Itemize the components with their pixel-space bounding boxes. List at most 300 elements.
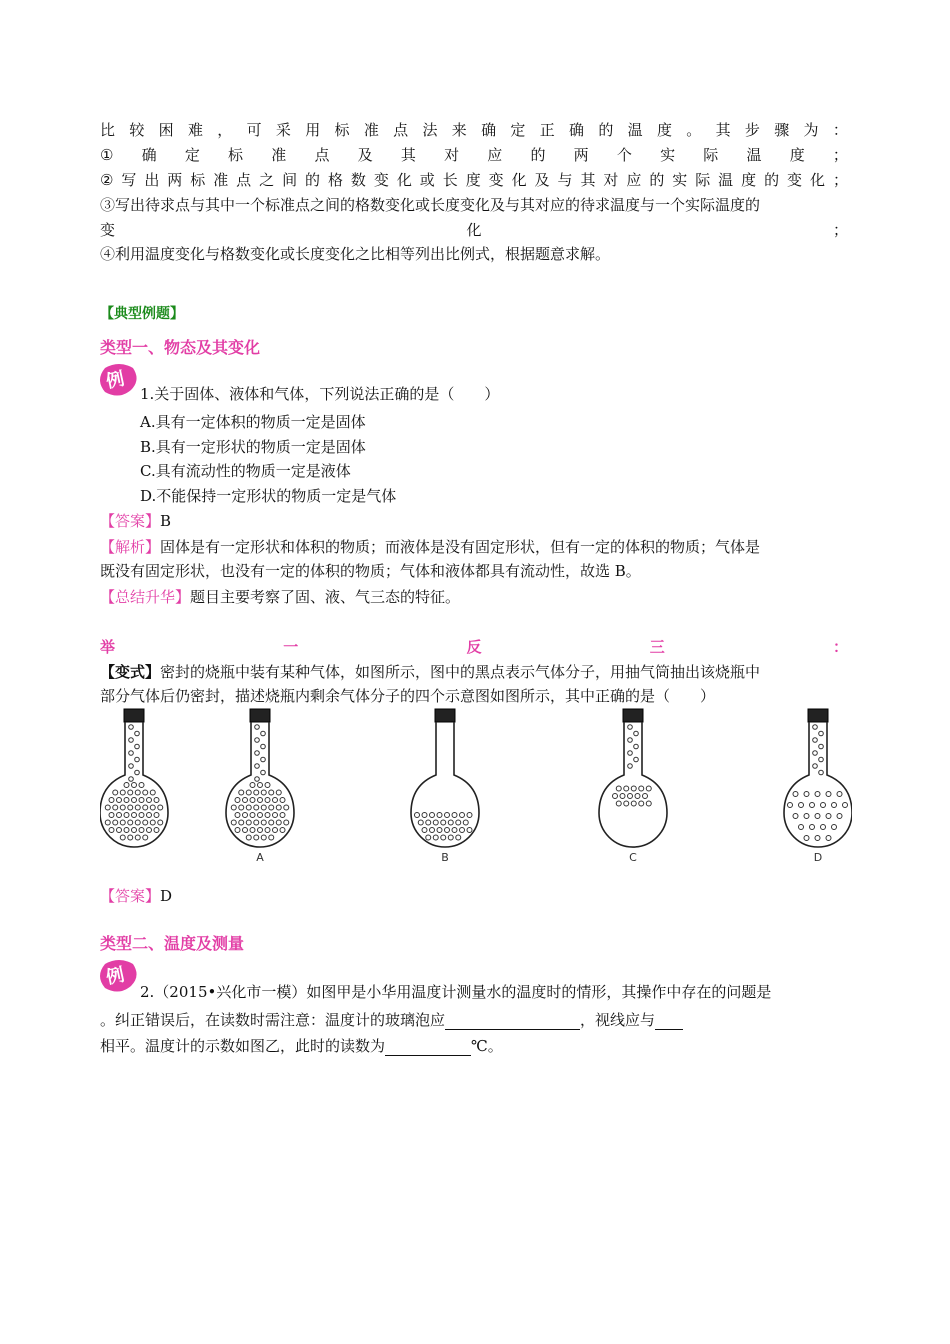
gas-molecule	[246, 805, 251, 810]
gas-molecule	[793, 814, 798, 819]
gas-molecule	[613, 794, 618, 799]
gas-molecule	[231, 805, 236, 810]
type2-title: 类型二、温度及测量	[100, 934, 245, 953]
gas-molecule	[628, 738, 633, 743]
question-2-line-1: 2.（2015•兴化市一模）如图甲是小华用温度计测量水的温度时的情形，其操作中存在的问题是	[140, 983, 772, 1001]
gas-molecule	[113, 820, 118, 825]
step1-char: 两	[573, 146, 589, 164]
step2-char: 两	[167, 171, 183, 189]
gas-molecule	[139, 813, 144, 818]
gas-molecule	[117, 813, 122, 818]
step1-char: 点	[314, 146, 330, 164]
gas-molecule	[254, 805, 259, 810]
gas-molecule	[634, 757, 639, 762]
step2-char: 度	[465, 171, 481, 189]
gas-molecule	[799, 825, 804, 830]
gas-molecule	[250, 828, 255, 833]
gas-molecule	[105, 820, 110, 825]
intro-char: 。	[686, 121, 702, 139]
gas-molecule	[810, 825, 815, 830]
intro-char: 度	[656, 121, 672, 139]
blank-reading[interactable]	[385, 1039, 471, 1056]
gas-molecule	[109, 813, 114, 818]
gas-molecule	[258, 813, 263, 818]
variation-answer	[100, 886, 172, 906]
analysis-text-1: 固体是有一定形状和体积的物质；而液体是没有固定形状，但有一定的体积的物质；气体是	[160, 538, 761, 556]
gas-molecule	[634, 744, 639, 749]
answer-label: 【答案】	[100, 512, 161, 530]
flask-d	[784, 709, 852, 847]
gas-molecule	[437, 828, 442, 833]
flask-b	[411, 709, 479, 847]
gas-molecule	[819, 744, 824, 749]
gas-molecule	[254, 790, 259, 795]
intro-char: 用	[305, 121, 321, 139]
gas-molecule	[265, 783, 270, 788]
step2-char: 化	[809, 171, 825, 189]
gas-molecule	[129, 764, 134, 769]
variation-heading	[100, 637, 848, 657]
gas-molecule	[448, 835, 453, 840]
examples-heading: 【典型例题】	[100, 306, 184, 322]
gas-molecule	[441, 820, 446, 825]
intro-line-1	[100, 120, 848, 140]
gas-molecule	[837, 814, 842, 819]
step-3-continuation	[100, 220, 848, 240]
gas-molecule	[433, 835, 438, 840]
gas-molecule	[246, 790, 251, 795]
intro-char: 正	[539, 121, 555, 139]
example-badge-label: 例	[104, 368, 127, 393]
step2-char: 标	[190, 171, 206, 189]
gas-molecule	[280, 813, 285, 818]
step1-char: 际	[703, 146, 719, 164]
flask-label: C	[629, 851, 637, 864]
gas-molecule	[269, 835, 274, 840]
step2-char: 的	[764, 171, 780, 189]
gas-molecule	[255, 751, 260, 756]
step1-char: 及	[357, 146, 373, 164]
gas-molecule	[261, 835, 266, 840]
gas-molecule	[639, 801, 644, 806]
gas-molecule	[129, 777, 134, 782]
gas-molecule	[276, 820, 281, 825]
gas-molecule	[254, 835, 259, 840]
gas-molecule	[452, 813, 457, 818]
gas-molecule	[255, 725, 260, 730]
gas-molecule	[113, 790, 118, 795]
gas-molecule	[243, 828, 248, 833]
gas-molecule	[143, 790, 148, 795]
gas-molecule	[624, 786, 629, 791]
gas-molecule	[819, 757, 824, 762]
gas-molecule	[250, 783, 255, 788]
gas-molecule	[265, 813, 270, 818]
gas-molecule	[448, 820, 453, 825]
gas-molecule	[124, 828, 129, 833]
gas-molecule	[250, 798, 255, 803]
intro-char: ，	[217, 121, 233, 139]
step1-char: 实	[660, 146, 676, 164]
intro-char: 定	[510, 121, 526, 139]
gas-molecule	[261, 757, 266, 762]
step2-char: 实	[672, 171, 688, 189]
gas-molecule	[821, 803, 826, 808]
gas-molecule	[109, 798, 114, 803]
gas-molecule	[265, 798, 270, 803]
gas-molecule	[646, 786, 651, 791]
step2-char: 应	[626, 171, 642, 189]
gas-molecule	[437, 813, 442, 818]
intro-char: 其	[715, 121, 731, 139]
gas-molecule	[813, 738, 818, 743]
gas-molecule	[120, 805, 125, 810]
gas-molecule	[258, 828, 263, 833]
gas-molecule	[821, 825, 826, 830]
gas-molecule	[135, 820, 140, 825]
gas-molecule	[819, 770, 824, 775]
gas-molecule	[132, 813, 137, 818]
step2-char: 准	[213, 171, 229, 189]
gas-molecule	[430, 813, 435, 818]
gas-molecule	[135, 770, 140, 775]
step2-char: 数	[350, 171, 366, 189]
variation-heading-char: 一	[283, 638, 299, 656]
question-2-line-2	[100, 1010, 683, 1030]
gas-molecule	[261, 820, 266, 825]
gas-molecule	[124, 798, 129, 803]
analysis-line-2: 既没有固定形状，也没有一定的体积的物质；气体和液体都具有流动性，故选 B。	[100, 562, 641, 580]
gas-molecule	[788, 803, 793, 808]
step1-char: ；	[832, 146, 848, 164]
intro-char: 比	[100, 121, 116, 139]
gas-molecule	[239, 790, 244, 795]
step2-char: 之	[259, 171, 275, 189]
step2-char: 其	[580, 171, 596, 189]
step2-char: 或	[419, 171, 435, 189]
step1-char: 度	[789, 146, 805, 164]
gas-molecule	[129, 725, 134, 730]
gas-molecule	[129, 751, 134, 756]
gas-molecule	[441, 835, 446, 840]
step1-char: 确	[141, 146, 157, 164]
gas-molecule	[616, 801, 621, 806]
flask-a	[226, 709, 294, 847]
intro-char: 步	[744, 121, 760, 139]
gas-molecule	[128, 835, 133, 840]
gas-molecule	[273, 828, 278, 833]
step-1-line	[100, 145, 848, 165]
option-d: D.不能保持一定形状的物质一定是气体	[140, 487, 397, 505]
gas-molecule	[235, 798, 240, 803]
variation-answer-label: 【答案】	[100, 887, 161, 905]
gas-molecule	[143, 835, 148, 840]
gas-molecule	[143, 820, 148, 825]
intro-char: 来	[451, 121, 467, 139]
gas-molecule	[813, 751, 818, 756]
gas-molecule	[813, 764, 818, 769]
gas-molecule	[132, 783, 137, 788]
option-a: A.具有一定体积的物质一定是固体	[140, 413, 366, 431]
step2-char: 点	[236, 171, 252, 189]
question-2-text-d: ℃。	[471, 1037, 503, 1055]
gas-molecule	[147, 828, 152, 833]
gas-molecule	[804, 814, 809, 819]
step-2-line	[100, 170, 848, 190]
gas-molecule	[135, 790, 140, 795]
gas-molecule	[837, 792, 842, 797]
type1-title: 类型一、物态及其变化	[100, 338, 261, 357]
gas-molecule	[128, 805, 133, 810]
blank-sight-line[interactable]	[655, 1013, 683, 1030]
gas-molecule	[628, 725, 633, 730]
gas-molecule	[261, 790, 266, 795]
gas-molecule	[430, 828, 435, 833]
gas-molecule	[643, 794, 648, 799]
step2-char: 出	[144, 171, 160, 189]
gas-molecule	[460, 828, 465, 833]
gas-molecule	[273, 798, 278, 803]
intro-char: 确	[481, 121, 497, 139]
gas-molecule	[445, 828, 450, 833]
intro-char: 点	[393, 121, 409, 139]
gas-molecule	[628, 764, 633, 769]
gas-molecule	[433, 820, 438, 825]
gas-molecule	[815, 836, 820, 841]
gas-molecule	[467, 813, 472, 818]
flask-label: A	[256, 851, 264, 864]
gas-molecule	[109, 828, 114, 833]
step1-char: ①	[100, 146, 114, 164]
gas-molecule	[445, 813, 450, 818]
intro-char: 较	[129, 121, 145, 139]
gas-molecule	[105, 805, 110, 810]
gas-molecule	[634, 731, 639, 736]
gas-molecule	[255, 777, 260, 782]
gas-molecule	[154, 813, 159, 818]
gas-molecule	[280, 798, 285, 803]
gas-molecule	[819, 731, 824, 736]
intro-char: 准	[363, 121, 379, 139]
variation-heading-char: 举	[100, 638, 116, 656]
step2-char: 长	[442, 171, 458, 189]
step2-char: 际	[695, 171, 711, 189]
variation-line-1	[100, 662, 760, 682]
step2-char: 间	[282, 171, 298, 189]
gas-molecule	[269, 790, 274, 795]
gas-molecule	[113, 805, 118, 810]
gas-molecule	[132, 798, 137, 803]
flask-label: D	[813, 851, 823, 864]
summary-text: 题目主要考察了固、液、气三态的特征。	[190, 588, 461, 606]
flask-diagram	[100, 705, 852, 870]
intro-char: ：	[832, 121, 848, 139]
gas-molecule	[139, 798, 144, 803]
step2-char: 的	[305, 171, 321, 189]
gas-molecule	[418, 820, 423, 825]
intro-char: 可	[246, 121, 262, 139]
gas-molecule	[158, 805, 163, 810]
analysis-label: 【解析】	[100, 538, 161, 556]
step2-char: 化	[511, 171, 527, 189]
intro-char: 标	[334, 121, 350, 139]
gas-molecule	[235, 813, 240, 818]
option-b: B.具有一定形状的物质一定是固体	[140, 438, 366, 456]
step2-char: 的	[649, 171, 665, 189]
step1-char: 准	[271, 146, 287, 164]
gas-molecule	[239, 805, 244, 810]
gas-molecule	[154, 798, 159, 803]
gas-molecule	[810, 803, 815, 808]
step1-char: 标	[228, 146, 244, 164]
step1-char: 温	[746, 146, 762, 164]
question-1: 1.关于固体、液体和气体，下列说法正确的是（ ）	[140, 385, 500, 403]
gas-molecule	[422, 813, 427, 818]
intro-char: 为	[803, 121, 819, 139]
option-c: C.具有流动性的物质一定是液体	[140, 462, 351, 480]
gas-molecule	[463, 820, 468, 825]
gas-molecule	[813, 725, 818, 730]
variation-answer-value: D	[160, 887, 173, 905]
summary-line	[100, 587, 460, 607]
gas-molecule	[231, 820, 236, 825]
variation-label: 【变式】	[100, 663, 161, 681]
gas-molecule	[426, 835, 431, 840]
gas-molecule	[269, 820, 274, 825]
step1-char: 应	[487, 146, 503, 164]
gas-molecule	[135, 757, 140, 762]
gas-molecule	[150, 805, 155, 810]
gas-molecule	[117, 828, 122, 833]
intro-char: 的	[598, 121, 614, 139]
step2-char: 变	[373, 171, 389, 189]
gas-molecule	[793, 792, 798, 797]
gas-molecule	[150, 790, 155, 795]
gas-molecule	[135, 744, 140, 749]
summary-label: 【总结升华】	[100, 588, 191, 606]
gas-molecule	[843, 803, 848, 808]
step3-cont-char: 变	[100, 221, 116, 239]
step2-char: 与	[557, 171, 573, 189]
variation-heading-char: 三	[649, 638, 665, 656]
gas-molecule	[646, 801, 651, 806]
gas-molecule	[261, 744, 266, 749]
gas-molecule	[832, 825, 837, 830]
gas-molecule	[239, 820, 244, 825]
question-2-text-c: 相平。温度计的示数如图乙，此时的读数为	[100, 1037, 386, 1055]
gas-molecule	[143, 805, 148, 810]
step2-char: ；	[832, 171, 848, 189]
gas-molecule	[452, 828, 457, 833]
step2-char: 格	[327, 171, 343, 189]
gas-molecule	[456, 835, 461, 840]
gas-molecule	[265, 828, 270, 833]
gas-molecule	[815, 814, 820, 819]
step1-char: 的	[530, 146, 546, 164]
gas-molecule	[261, 805, 266, 810]
variation-text-1: 密封的烧瓶中装有某种气体，如图所示，图中的黑点表示气体分子，用抽气筒抽出该烧瓶中	[160, 663, 761, 681]
gas-molecule	[147, 798, 152, 803]
gas-molecule	[804, 836, 809, 841]
gas-molecule	[128, 790, 133, 795]
gas-molecule	[620, 794, 625, 799]
gas-molecule	[128, 820, 133, 825]
intro-char: 确	[569, 121, 585, 139]
step3-cont-char: ；	[832, 221, 848, 239]
variation-heading-char: ：	[832, 638, 848, 656]
flask-c	[599, 709, 667, 847]
gas-molecule	[235, 828, 240, 833]
step1-char: 其	[400, 146, 416, 164]
gas-molecule	[616, 786, 621, 791]
gas-molecule	[135, 835, 140, 840]
gas-molecule	[255, 738, 260, 743]
gas-molecule	[139, 828, 144, 833]
gas-molecule	[120, 835, 125, 840]
example-badge-2-label: 例	[104, 964, 127, 989]
gas-molecule	[467, 828, 472, 833]
gas-molecule	[624, 801, 629, 806]
gas-molecule	[415, 813, 420, 818]
variation-line-2: 部分气体后仍密封，描述烧瓶内剩余气体分子的四个示意图如图所示，其中正确的是（ ）	[100, 687, 716, 705]
gas-molecule	[135, 805, 140, 810]
answer-value: B	[160, 512, 172, 530]
gas-molecule	[426, 820, 431, 825]
gas-molecule	[246, 835, 251, 840]
gas-molecule	[261, 731, 266, 736]
gas-molecule	[150, 820, 155, 825]
gas-molecule	[258, 798, 263, 803]
question-2-text-a: 。纠正错误后，在读数时需注意：温度计的玻璃泡应	[100, 1011, 446, 1029]
gas-molecule	[269, 805, 274, 810]
step-3-line: ③写出待求点与其中一个标准点之间的格数变化或长度变化及与其对应的待求温度与一个实际温度的	[100, 196, 761, 214]
intro-char: 法	[422, 121, 438, 139]
gas-molecule	[255, 764, 260, 769]
step2-char: 变	[488, 171, 504, 189]
gas-molecule	[243, 798, 248, 803]
gas-molecule	[254, 820, 259, 825]
gas-molecule	[284, 820, 289, 825]
intro-char: 温	[627, 121, 643, 139]
flask-label: B	[441, 851, 449, 864]
gas-molecule	[456, 820, 461, 825]
gas-molecule	[158, 820, 163, 825]
gas-molecule	[276, 790, 281, 795]
gas-molecule	[826, 836, 831, 841]
gas-molecule	[804, 792, 809, 797]
gas-molecule	[799, 803, 804, 808]
gas-molecule	[276, 805, 281, 810]
step2-char: 写	[121, 171, 137, 189]
gas-molecule	[258, 783, 263, 788]
gas-molecule	[628, 794, 633, 799]
gas-molecule	[826, 792, 831, 797]
question-2-text-b: ，视线应与	[580, 1011, 656, 1029]
gas-molecule	[815, 792, 820, 797]
gas-molecule	[147, 813, 152, 818]
variation-heading-char: 反	[466, 638, 482, 656]
gas-molecule	[124, 783, 129, 788]
gas-molecule	[460, 813, 465, 818]
blank-glass-bulb[interactable]	[445, 1013, 580, 1030]
gas-molecule	[639, 786, 644, 791]
intro-char: 困	[158, 121, 174, 139]
intro-char: 采	[275, 121, 291, 139]
gas-molecule	[243, 813, 248, 818]
step2-char: 对	[603, 171, 619, 189]
analysis-line-1	[100, 537, 760, 557]
gas-molecule	[284, 805, 289, 810]
